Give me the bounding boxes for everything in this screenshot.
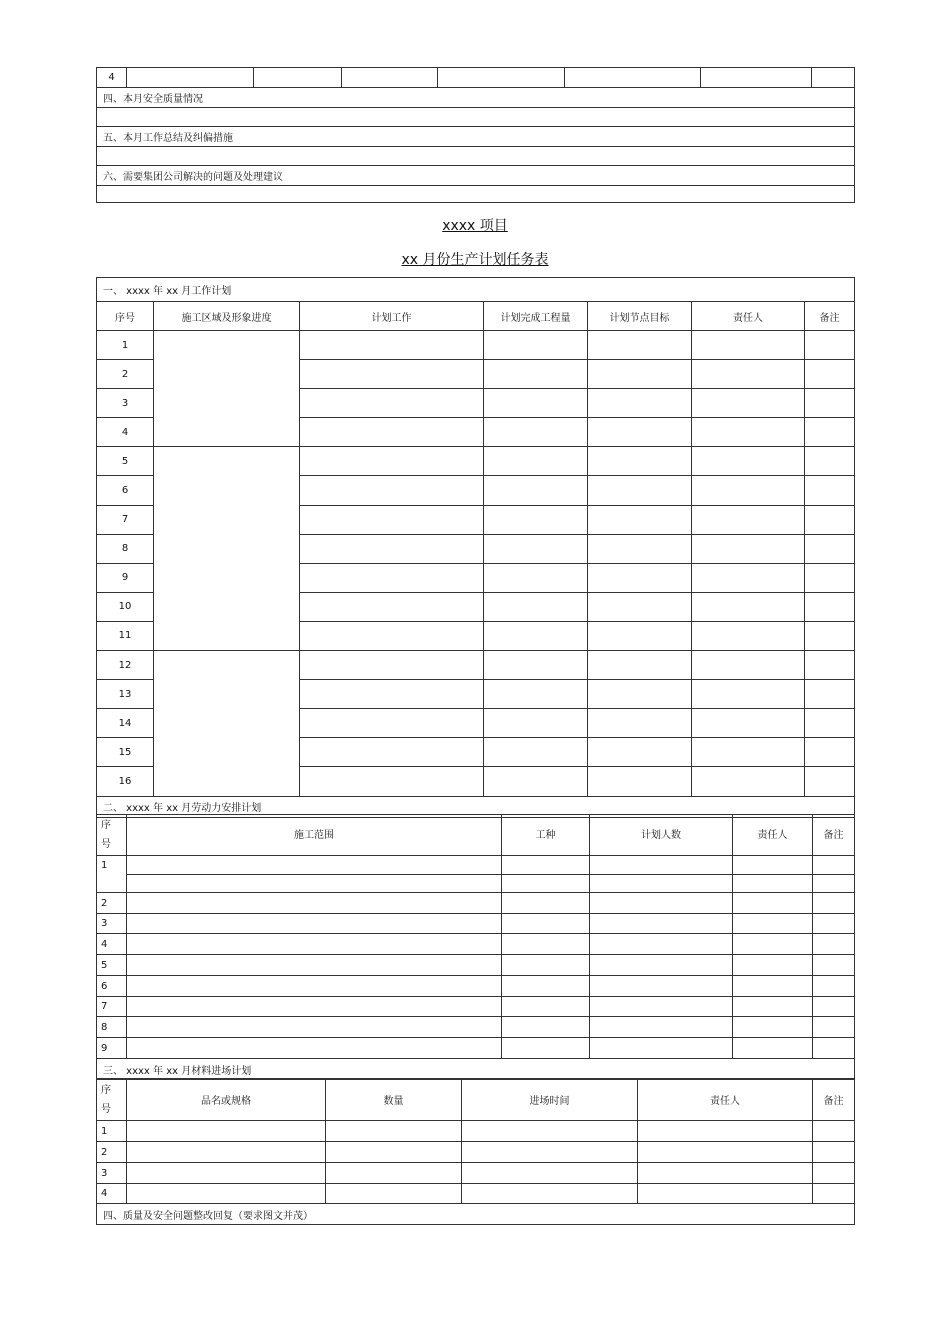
area-cell[interactable] — [154, 447, 300, 651]
plan-title: xx 月份生产计划任务表 — [401, 252, 549, 268]
table-row-seq: 8 — [97, 534, 154, 563]
header-planned-quantity: 计划完成工程量 — [484, 302, 588, 331]
section-group-issues: 六、需要集团公司解决的问题及处理建议 — [97, 166, 855, 186]
header-range: 施工范围 — [127, 815, 502, 856]
project-title: xxxx 项目 — [442, 218, 508, 234]
material-plan-table — [96, 1078, 855, 1225]
header-planned-count: 计划人数 — [590, 815, 733, 856]
table-row-seq: 16 — [97, 767, 154, 796]
header-quantity: 数量 — [326, 1079, 462, 1121]
table-row-seq: 10 — [97, 592, 154, 621]
section-work-summary: 五、本月工作总结及纠偏措施 — [97, 127, 855, 147]
header-area: 施工区域及形象进度 — [154, 302, 300, 331]
table-row-seq: 1 — [97, 856, 127, 893]
table-row-seq: 5 — [97, 447, 154, 476]
section-quality-rectification: 四、质量及安全问题整改回复（要求图文并茂） — [97, 1204, 855, 1225]
table-row-seq: 3 — [97, 389, 154, 418]
header-seq: 序 号 — [97, 1079, 127, 1121]
table-row-seq: 4 — [97, 418, 154, 447]
table-row-seq: 15 — [97, 738, 154, 767]
header-responsible: 责任人 — [692, 302, 805, 331]
section-labor-plan: 二、 xxxx 年 xx 月劳动力安排计划 — [97, 796, 855, 817]
header-planned-work: 计划工作 — [300, 302, 484, 331]
table-row-seq: 5 — [97, 955, 127, 976]
area-cell[interactable] — [154, 651, 300, 796]
table-row-seq: 11 — [97, 621, 154, 650]
table-row-seq: 2 — [97, 893, 127, 914]
header-responsible: 责任人 — [733, 815, 813, 856]
header-name-spec: 品名或规格 — [127, 1079, 326, 1121]
section-work-plan: 一、 xxxx 年 xx 月工作计划 — [97, 278, 855, 302]
header-trade: 工种 — [502, 815, 590, 856]
labor-plan-table — [96, 814, 855, 1080]
table-row-seq: 6 — [97, 976, 127, 997]
row-seq: 4 — [97, 68, 127, 88]
header-seq: 序号 — [97, 302, 154, 331]
table-row-seq: 12 — [97, 651, 154, 680]
header-seq: 序 号 — [97, 815, 127, 856]
table-row-seq: 8 — [97, 1017, 127, 1038]
section-safety-quality: 四、本月安全质量情况 — [97, 88, 855, 108]
table-row-seq: 4 — [97, 934, 127, 955]
table-row-seq: 3 — [97, 914, 127, 934]
table-row-seq: 4 — [97, 1184, 127, 1204]
header-arrival-time: 进场时间 — [462, 1079, 638, 1121]
table-row-seq: 2 — [97, 1142, 127, 1163]
table-row-seq: 6 — [97, 476, 154, 505]
table-row-seq: 1 — [97, 1121, 127, 1142]
header-remarks: 备注 — [813, 1079, 855, 1121]
header-remarks: 备注 — [805, 302, 855, 331]
table-row-seq: 7 — [97, 505, 154, 534]
table-row-seq: 9 — [97, 563, 154, 592]
header-remarks: 备注 — [813, 815, 855, 856]
header-responsible: 责任人 — [638, 1079, 813, 1121]
table-row-seq: 3 — [97, 1163, 127, 1184]
header-milestone: 计划节点目标 — [588, 302, 692, 331]
table-row-seq: 9 — [97, 1038, 127, 1059]
top-summary-table — [96, 67, 855, 203]
section-material-plan: 三、 xxxx 年 xx 月材料进场计划 — [97, 1059, 855, 1080]
table-row-seq: 14 — [97, 709, 154, 738]
production-plan-table — [96, 277, 855, 817]
table-row-seq: 2 — [97, 360, 154, 389]
table-row-seq: 7 — [97, 997, 127, 1017]
area-cell[interactable] — [154, 331, 300, 447]
table-row-seq: 13 — [97, 680, 154, 709]
table-row-seq: 1 — [97, 331, 154, 360]
